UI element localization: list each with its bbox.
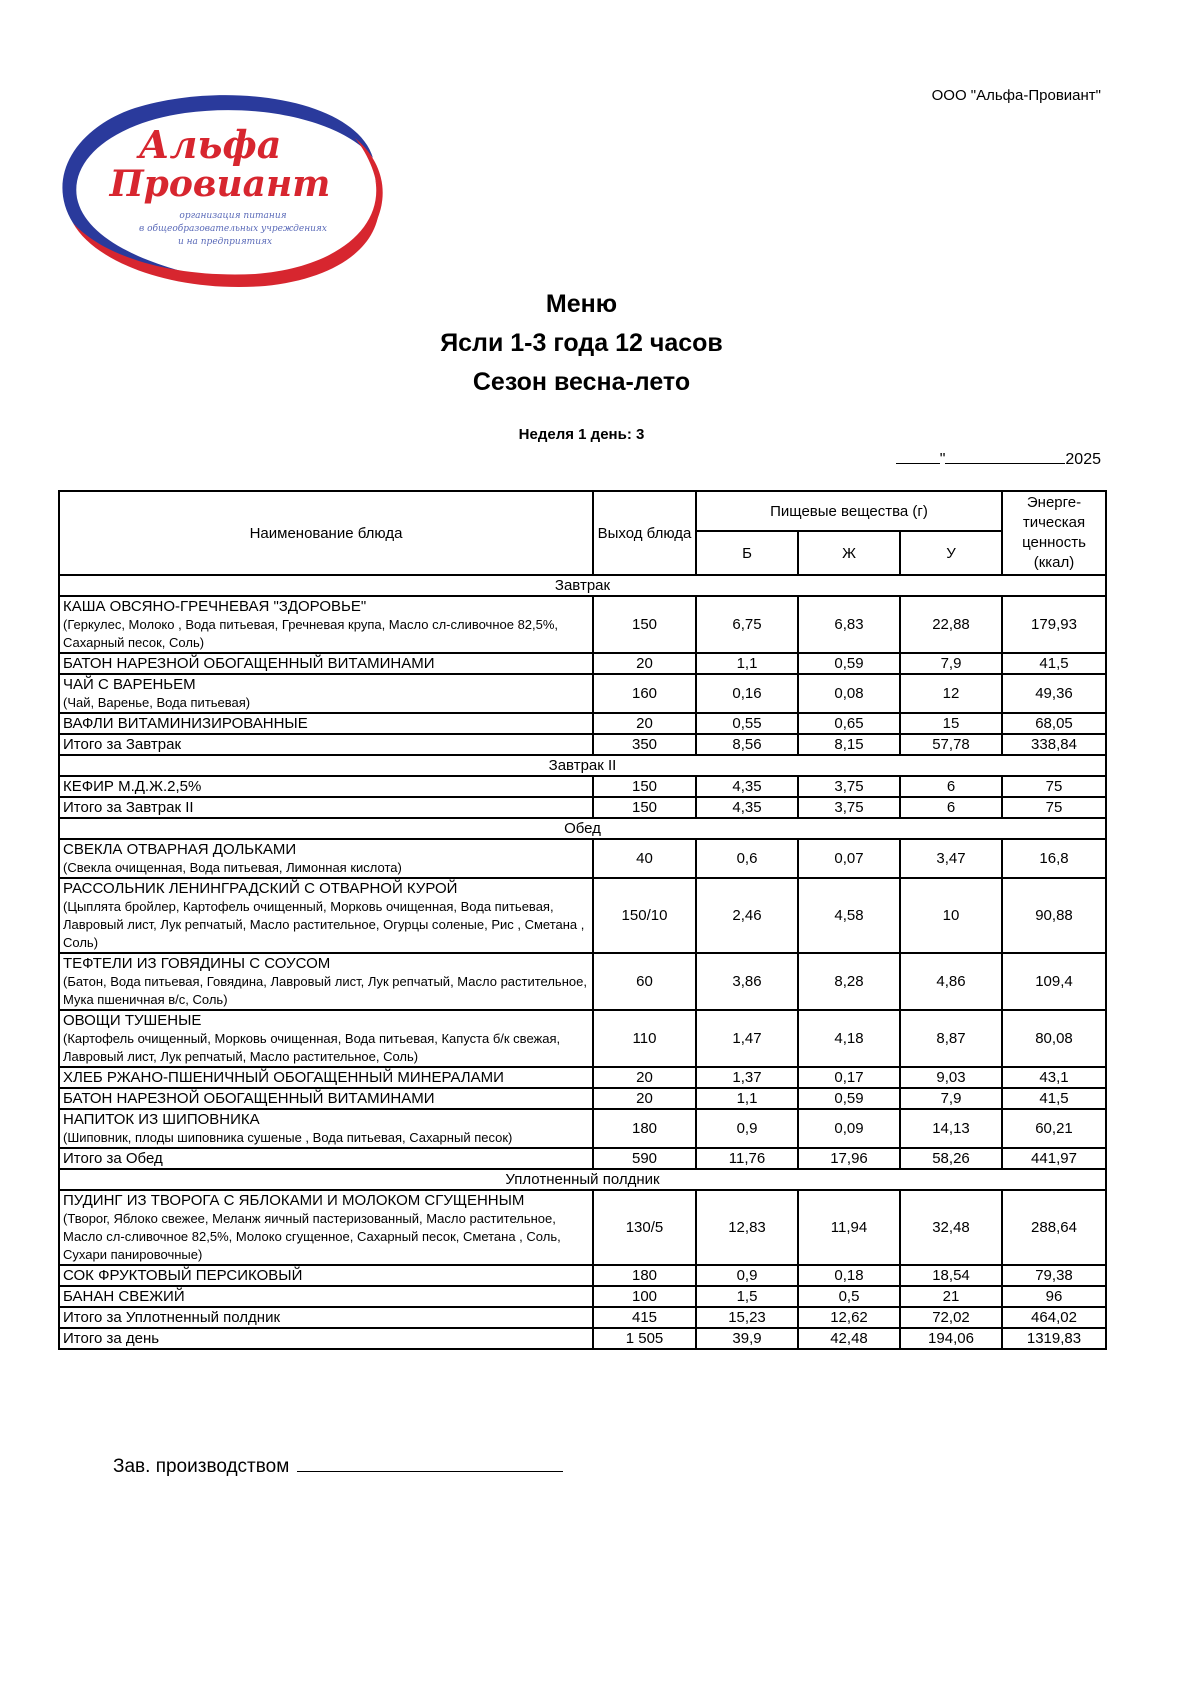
cell-u: 8,87: [900, 1010, 1002, 1067]
section-header: [59, 818, 1106, 839]
dish-name: СВЕКЛА ОТВАРНАЯ ДОЛЬКАМИ: [63, 841, 297, 858]
dish-cell: [59, 1088, 593, 1109]
dish-ingredients: (Цыплята бройлер, Картофель очищенный, Морковь очищенная, Вода питьевая, Лавровый лист, Лук репчатый, Масло растительное, Огурцы соленые, Рис , Сметана , Соль): [63, 899, 585, 950]
dish-row: [59, 1190, 1106, 1265]
cell-zh: 4,58: [798, 878, 900, 953]
section-total-row: [59, 797, 1106, 818]
company-name: ООО "Альфа-Провиант": [931, 87, 1101, 104]
signature-label: Зав. производством: [113, 1456, 290, 1477]
cell-kcal: 41,5: [1002, 653, 1106, 674]
cell-b: 15,23: [696, 1307, 798, 1328]
dish-cell: [59, 674, 593, 713]
dish-ingredients: (Чай, Варенье, Вода питьевая): [63, 695, 251, 710]
cell-zh: 42,48: [798, 1328, 900, 1349]
cell-zh: 12,62: [798, 1307, 900, 1328]
dish-name: ТЕФТЕЛИ ИЗ ГОВЯДИНЫ С СОУСОМ: [63, 955, 331, 972]
dish-cell: [59, 596, 593, 653]
dish-row: [59, 776, 1106, 797]
cell-u: 4,86: [900, 953, 1002, 1010]
cell-kcal: 288,64: [1002, 1190, 1106, 1265]
dish-row: [59, 1265, 1106, 1286]
dish-cell: [59, 1109, 593, 1148]
cell-zh: 0,18: [798, 1265, 900, 1286]
cell-output: 150: [593, 776, 696, 797]
cell-kcal: 90,88: [1002, 878, 1106, 953]
cell-u: 3,47: [900, 839, 1002, 878]
cell-output: 160: [593, 674, 696, 713]
cell-b: 0,9: [696, 1109, 798, 1148]
cell-zh: 3,75: [798, 797, 900, 818]
cell-u: 12: [900, 674, 1002, 713]
signature-block: [113, 1453, 563, 1478]
dish-row: [59, 1010, 1106, 1067]
dish-row: [59, 1088, 1106, 1109]
date-quote: ": [939, 451, 946, 468]
cell-u: 57,78: [900, 734, 1002, 755]
cell-b: 8,56: [696, 734, 798, 755]
dish-row: [59, 653, 1106, 674]
dish-row: [59, 1067, 1106, 1088]
cell-output: 110: [593, 1010, 696, 1067]
header-nutrients: Пищевые вещества (г): [696, 491, 1002, 531]
cell-output: 150/10: [593, 878, 696, 953]
week-day-label: Неделя 1 день: 3: [518, 426, 645, 443]
dish-cell: [59, 776, 593, 797]
dish-row: [59, 878, 1106, 953]
dish-name: СОК ФРУКТОВЫЙ ПЕРСИКОВЫЙ: [63, 1267, 303, 1284]
cell-zh: 0,5: [798, 1286, 900, 1307]
section-total-label: Итого за Уплотненный полдник: [59, 1307, 593, 1328]
cell-output: 20: [593, 1088, 696, 1109]
dish-ingredients: (Геркулес, Молоко , Вода питьевая, Гречневая крупа, Масло сл-сливочное 82,5%, Сахарный песок, Соль): [63, 617, 559, 650]
cell-output: 20: [593, 713, 696, 734]
cell-b: 2,46: [696, 878, 798, 953]
section-total-row: [59, 1148, 1106, 1169]
cell-b: 0,6: [696, 839, 798, 878]
cell-output: 20: [593, 1067, 696, 1088]
cell-output: 130/5: [593, 1190, 696, 1265]
cell-u: 14,13: [900, 1109, 1002, 1148]
section-title: Завтрак II: [59, 755, 1106, 776]
header-b: Б: [696, 531, 798, 575]
cell-output: 150: [593, 797, 696, 818]
cell-output: 180: [593, 1109, 696, 1148]
dish-name: ПУДИНГ ИЗ ТВОРОГА С ЯБЛОКАМИ И МОЛОКОМ СГУЩЕННЫМ: [63, 1192, 525, 1209]
cell-u: 18,54: [900, 1265, 1002, 1286]
cell-kcal: 16,8: [1002, 839, 1106, 878]
cell-kcal: 179,93: [1002, 596, 1106, 653]
cell-kcal: 1319,83: [1002, 1328, 1106, 1349]
cell-zh: 0,07: [798, 839, 900, 878]
header-energy: Энерге-тическая ценность (ккал): [1002, 491, 1106, 575]
cell-u: 6: [900, 797, 1002, 818]
section-header: [59, 1169, 1106, 1190]
day-total-label: Итого за день: [59, 1328, 593, 1349]
cell-zh: 0,08: [798, 674, 900, 713]
section-total-label: Итого за Завтрак: [59, 734, 593, 755]
section-header: [59, 575, 1106, 596]
cell-output: 150: [593, 596, 696, 653]
section-total-label: Итого за Обед: [59, 1148, 593, 1169]
cell-kcal: 60,21: [1002, 1109, 1106, 1148]
dish-row: [59, 596, 1106, 653]
date-field: [896, 448, 1101, 469]
cell-kcal: 49,36: [1002, 674, 1106, 713]
cell-kcal: 464,02: [1002, 1307, 1106, 1328]
dish-row: [59, 713, 1106, 734]
cell-b: 1,37: [696, 1067, 798, 1088]
section-total-label: Итого за Завтрак II: [59, 797, 593, 818]
dish-cell: [59, 1286, 593, 1307]
cell-kcal: 109,4: [1002, 953, 1106, 1010]
cell-output: 590: [593, 1148, 696, 1169]
dish-cell: [59, 1010, 593, 1067]
cell-zh: 4,18: [798, 1010, 900, 1067]
dish-ingredients: (Творог, Яблоко свежее, Меланж яичный пастеризованный, Масло растительное, Масло сл-сливочное 82,5%, Молоко сгущенное, Сахарный песок, Сметана , Соль, Сухари панировочные): [63, 1211, 561, 1262]
signature-line: [297, 1453, 563, 1472]
cell-b: 0,16: [696, 674, 798, 713]
cell-u: 194,06: [900, 1328, 1002, 1349]
cell-b: 1,1: [696, 653, 798, 674]
cell-kcal: 79,38: [1002, 1265, 1106, 1286]
cell-kcal: 75: [1002, 776, 1106, 797]
cell-b: 0,55: [696, 713, 798, 734]
logo-tagline1: организация питания: [179, 211, 287, 221]
cell-u: 7,9: [900, 1088, 1002, 1109]
dish-name: КАША ОВСЯНО-ГРЕЧНЕВАЯ "ЗДОРОВЬЕ": [63, 598, 367, 615]
logo-line1: Альфа: [138, 122, 282, 167]
dish-cell: [59, 1067, 593, 1088]
dish-ingredients: (Батон, Вода питьевая, Говядина, Лавровый лист, Лук репчатый, Масло растительное, Мука пшеничная в/с, Соль): [63, 974, 587, 1007]
logo-tagline3: и на предприятиях: [177, 237, 273, 247]
dish-ingredients: (Свекла очищенная, Вода питьевая, Лимонная кислота): [63, 860, 402, 875]
cell-output: 1 505: [593, 1328, 696, 1349]
cell-b: 4,35: [696, 797, 798, 818]
section-total-row: [59, 734, 1106, 755]
dish-name: РАССОЛЬНИК ЛЕНИНГРАДСКИЙ С ОТВАРНОЙ КУРОЙ: [63, 880, 458, 897]
cell-output: 100: [593, 1286, 696, 1307]
cell-zh: 0,65: [798, 713, 900, 734]
date-year: 2025: [1065, 451, 1101, 468]
cell-zh: 0,17: [798, 1067, 900, 1088]
cell-b: 11,76: [696, 1148, 798, 1169]
dish-cell: [59, 953, 593, 1010]
dish-row: [59, 953, 1106, 1010]
dish-name: ВАФЛИ ВИТАМИНИЗИРОВАННЫЕ: [63, 715, 308, 732]
cell-u: 32,48: [900, 1190, 1002, 1265]
cell-output: 60: [593, 953, 696, 1010]
dish-row: [59, 1286, 1106, 1307]
cell-kcal: 80,08: [1002, 1010, 1106, 1067]
header-output: Выход блюда: [593, 491, 696, 575]
header-zh: Ж: [798, 531, 900, 575]
cell-u: 7,9: [900, 653, 1002, 674]
dish-row: [59, 1109, 1106, 1148]
cell-zh: 0,09: [798, 1109, 900, 1148]
cell-output: 350: [593, 734, 696, 755]
dish-name: БАНАН СВЕЖИЙ: [63, 1288, 185, 1305]
menu-subtitle-season: Сезон весна-лето: [472, 368, 691, 396]
menu-title: Меню: [545, 290, 618, 318]
dish-cell: [59, 1265, 593, 1286]
day-total-row: [59, 1328, 1106, 1349]
cell-kcal: 75: [1002, 797, 1106, 818]
cell-kcal: 96: [1002, 1286, 1106, 1307]
cell-zh: 6,83: [798, 596, 900, 653]
dish-row: [59, 674, 1106, 713]
cell-output: 40: [593, 839, 696, 878]
cell-u: 6: [900, 776, 1002, 797]
dish-cell: [59, 653, 593, 674]
cell-output: 20: [593, 653, 696, 674]
section-header: [59, 755, 1106, 776]
section-title: Завтрак: [59, 575, 1106, 596]
dish-name: ХЛЕБ РЖАНО-ПШЕНИЧНЫЙ ОБОГАЩЕННЫЙ МИНЕРАЛАМИ: [63, 1069, 504, 1086]
alfa-proviant-logo: [55, 88, 385, 293]
cell-kcal: 41,5: [1002, 1088, 1106, 1109]
cell-b: 0,9: [696, 1265, 798, 1286]
cell-b: 1,1: [696, 1088, 798, 1109]
cell-u: 21: [900, 1286, 1002, 1307]
cell-kcal: 43,1: [1002, 1067, 1106, 1088]
dish-name: НАПИТОК ИЗ ШИПОВНИКА: [63, 1111, 260, 1128]
cell-u: 22,88: [900, 596, 1002, 653]
cell-zh: 8,28: [798, 953, 900, 1010]
menu-subtitle-age: Ясли 1-3 года 12 часов: [440, 329, 723, 357]
logo-line2: Провиант: [109, 163, 331, 205]
dish-cell: [59, 839, 593, 878]
cell-output: 180: [593, 1265, 696, 1286]
dish-name: ЧАЙ С ВАРЕНЬЕМ: [63, 676, 196, 693]
cell-zh: 17,96: [798, 1148, 900, 1169]
cell-b: 4,35: [696, 776, 798, 797]
cell-b: 1,5: [696, 1286, 798, 1307]
cell-u: 15: [900, 713, 1002, 734]
logo-tagline2: в общеобразовательных учреждениях: [139, 224, 327, 234]
section-title: Уплотненный полдник: [59, 1169, 1106, 1190]
header-name: Наименование блюда: [59, 491, 593, 575]
section-title: Обед: [59, 818, 1106, 839]
dish-name: БАТОН НАРЕЗНОЙ ОБОГАЩЕННЫЙ ВИТАМИНАМИ: [63, 1090, 435, 1107]
dish-cell: [59, 878, 593, 953]
cell-b: 12,83: [696, 1190, 798, 1265]
cell-zh: 11,94: [798, 1190, 900, 1265]
dish-name: ОВОЩИ ТУШЕНЫЕ: [63, 1012, 202, 1029]
cell-b: 39,9: [696, 1328, 798, 1349]
cell-zh: 0,59: [798, 1088, 900, 1109]
dish-cell: [59, 1190, 593, 1265]
cell-b: 1,47: [696, 1010, 798, 1067]
cell-b: 6,75: [696, 596, 798, 653]
section-total-row: [59, 1307, 1106, 1328]
menu-table: [58, 490, 1107, 1350]
cell-kcal: 68,05: [1002, 713, 1106, 734]
cell-u: 9,03: [900, 1067, 1002, 1088]
dish-name: КЕФИР М.Д.Ж.2,5%: [63, 778, 202, 795]
cell-zh: 8,15: [798, 734, 900, 755]
dish-name: БАТОН НАРЕЗНОЙ ОБОГАЩЕННЫЙ ВИТАМИНАМИ: [63, 655, 435, 672]
cell-kcal: 441,97: [1002, 1148, 1106, 1169]
cell-b: 3,86: [696, 953, 798, 1010]
cell-u: 58,26: [900, 1148, 1002, 1169]
cell-output: 415: [593, 1307, 696, 1328]
dish-ingredients: (Картофель очищенный, Морковь очищенная, Вода питьевая, Капуста б/к свежая, Лавровый лист, Лук репчатый, Масло растительное, Соль): [63, 1031, 561, 1064]
dish-cell: [59, 713, 593, 734]
cell-zh: 3,75: [798, 776, 900, 797]
cell-zh: 0,59: [798, 653, 900, 674]
cell-u: 10: [900, 878, 1002, 953]
cell-u: 72,02: [900, 1307, 1002, 1328]
header-u: У: [900, 531, 1002, 575]
dish-row: [59, 839, 1106, 878]
dish-ingredients: (Шиповник, плоды шиповника сушеные , Вода питьевая, Сахарный песок): [63, 1130, 513, 1145]
cell-kcal: 338,84: [1002, 734, 1106, 755]
